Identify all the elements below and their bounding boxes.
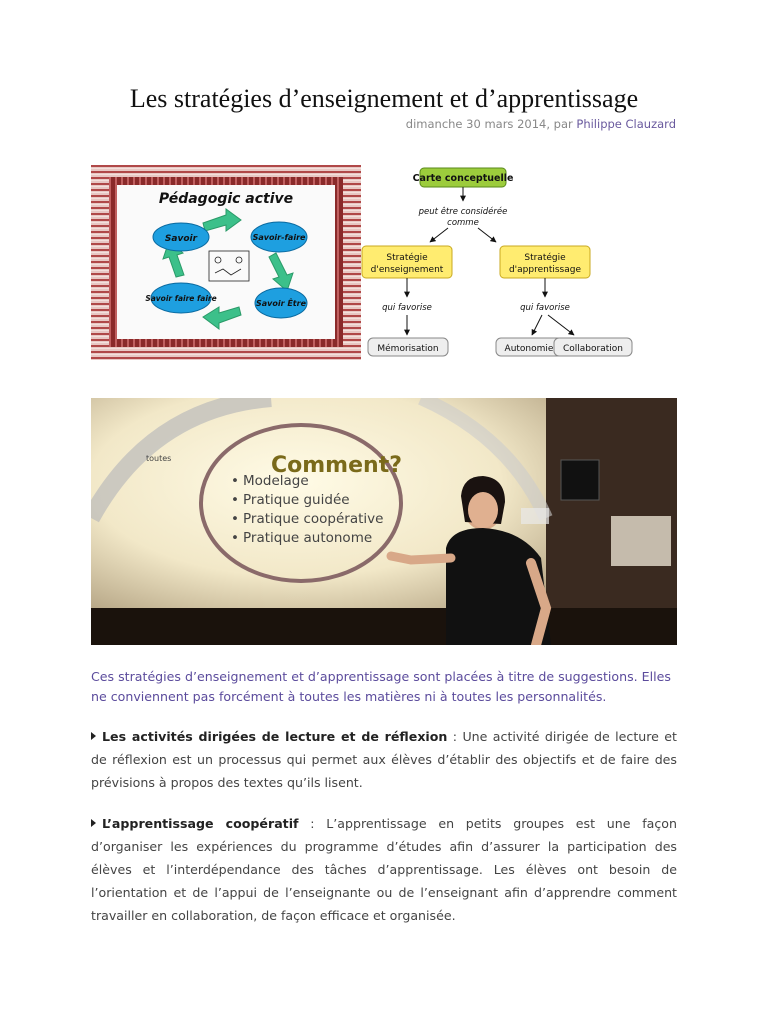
- map-leaf-collaboration: Collaboration: [563, 344, 623, 354]
- pedagogie-active-figure: [91, 165, 361, 360]
- section-lecture: [91, 725, 677, 794]
- svg-text:•: •: [231, 473, 239, 489]
- intro-text: Ces stratégies d’enseignement et d’apprentissage sont placées à titre de suggestions. Elles ne conviennent pas forcément à toutes les matières ni à toutes les personnalités.: [91, 669, 671, 704]
- map-right-box-1: Stratégie: [524, 253, 566, 263]
- node-savoir-faire: Savoir-faire: [252, 233, 306, 242]
- map-top-label: peut être considérée: [418, 207, 508, 217]
- classroom-photo: [91, 398, 677, 645]
- map-left-box-1: Stratégie: [386, 253, 428, 263]
- section-cooperatif: [91, 812, 677, 927]
- slide-item: Pratique coopérative: [243, 511, 384, 527]
- node-savoir-etre: Savoir Être: [255, 299, 307, 308]
- bullet-icon: [91, 732, 96, 740]
- map-left-label: qui favorise: [382, 303, 432, 313]
- map-leaf-autonomie: Autonomie: [504, 344, 554, 354]
- svg-text:•: •: [231, 511, 239, 527]
- section-text: : Une activité dirigée de lecture et de réflexion est un processus qui permet aux élèves d’établir des objectifs et de faire des prévisions à propos des textes qu’ils lisent.: [91, 729, 677, 790]
- svg-text:•: •: [231, 492, 239, 508]
- map-top-label-2: comme: [447, 218, 479, 228]
- map-left-box-2: d'enseignement: [370, 265, 444, 275]
- page-title: Les stratégies d’enseignement et d’apprentissage: [129, 84, 639, 113]
- section-lead: Les activités dirigées de lecture et de réflexion: [102, 729, 448, 744]
- slide-item: Pratique guidée: [243, 492, 350, 508]
- byline-date: dimanche 30 mars 2014, par: [405, 117, 573, 131]
- byline: [406, 117, 676, 131]
- bullet-icon: [91, 819, 96, 827]
- map-right-box-2: d'apprentissage: [508, 265, 582, 275]
- slide-corner-word: toutes: [146, 454, 172, 463]
- node-savoir-faire-faire: Savoir faire faire: [145, 294, 217, 303]
- svg-text:•: •: [231, 530, 239, 546]
- section-text: : L’apprentissage en petits groupes est une façon d’organiser les expériences du programme d’études afin d’assurer la participation des élèves et l’interdépendance des tâches d’apprentissage. Les élèves ont besoin de l’orientation et de l’appui de l’enseignante ou de l’enseignant afin d’apprendre comment travailler en collaboration, de façon efficace et organisée.: [91, 816, 677, 923]
- slide-item: Modelage: [243, 473, 309, 489]
- figure-heading: Pédagogic active: [158, 191, 294, 207]
- slide-title: Comment?: [271, 453, 402, 478]
- map-leaf-memorisation: Mémorisation: [377, 344, 439, 354]
- slide-item: Pratique autonome: [243, 530, 373, 546]
- map-top: Carte conceptuelle: [412, 173, 514, 184]
- node-savoir: Savoir: [164, 234, 198, 244]
- map-right-label: qui favorise: [520, 303, 570, 313]
- section-lead: L’apprentissage coopératif: [102, 816, 299, 831]
- author-link[interactable]: Philippe Clauzard: [576, 117, 676, 131]
- concept-map-figure: [360, 165, 636, 360]
